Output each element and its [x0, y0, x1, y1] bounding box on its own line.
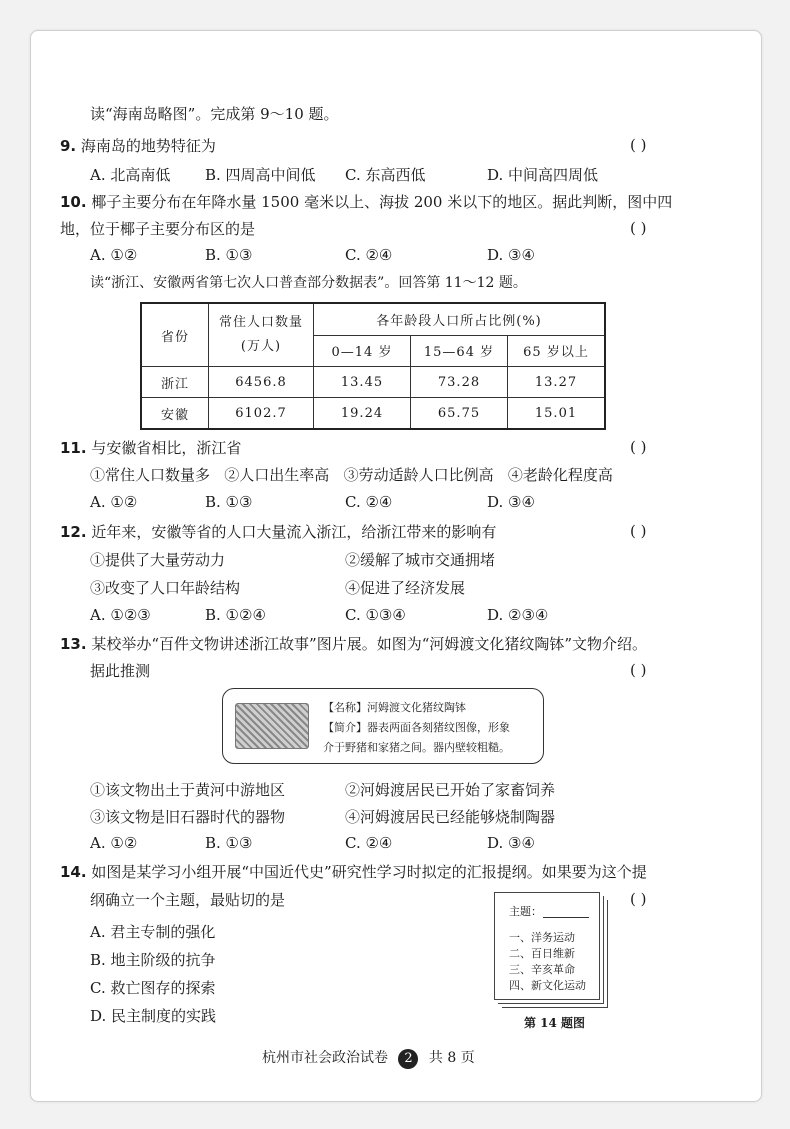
- option-b[interactable]: B. 四周高中间低: [205, 166, 316, 184]
- header-age-0-14: 0—14 岁: [314, 335, 411, 367]
- question-number: 13.: [60, 635, 87, 653]
- question-12: [60, 522, 496, 542]
- pottery-bowl-image: [235, 703, 309, 749]
- header-age-65-plus: 65 岁以上: [508, 335, 606, 367]
- statement-3: ③该文物是旧石器时代的器物: [90, 808, 286, 826]
- outline-item-4: 四、新文化运动: [509, 979, 586, 992]
- option-b[interactable]: B. ①②④: [205, 606, 266, 624]
- option-a[interactable]: A. ①②: [90, 493, 138, 511]
- question-stem: 近年来，安徽等省的人口大量流入浙江，给浙江带来的影响有: [91, 523, 497, 541]
- option-d[interactable]: D. ③④: [487, 834, 535, 852]
- answer-blank[interactable]: ( ): [630, 219, 647, 237]
- question-stem-cont: 地，位于椰子主要分布区的是: [60, 220, 256, 238]
- statement-2: ②河姆渡居民已开始了家畜饲养: [345, 781, 556, 799]
- question-11: [60, 438, 241, 458]
- question-stem: 某校举办“百件文物讲述浙江故事”图片展。如图为“河姆渡文化猪纹陶钵”文物介绍。: [91, 635, 648, 653]
- option-a[interactable]: A. 君主专制的强化: [90, 923, 216, 941]
- outline-title-underline: [543, 917, 589, 918]
- question-stem: 与安徽省相比，浙江省: [91, 439, 242, 457]
- report-outline-figure: [494, 892, 600, 1000]
- question-stem: 如图是某学习小组开展“中国近代史”研究性学习时拟定的汇报提纲。如果要为这个提: [91, 863, 647, 881]
- cell-province: 浙江: [141, 367, 209, 398]
- option-d[interactable]: D. 民主制度的实践: [90, 1007, 217, 1025]
- question-number: 9.: [60, 137, 77, 155]
- outline-item-3: 三、辛亥革命: [509, 963, 575, 976]
- cell-age-0-14: 19.24: [314, 398, 411, 430]
- option-a[interactable]: A. ①②③: [90, 606, 151, 624]
- header-age-15-64: 15—64 岁: [411, 335, 508, 367]
- cell-population: 6456.8: [209, 367, 314, 398]
- answer-blank[interactable]: ( ): [630, 661, 647, 679]
- option-d[interactable]: D. ②③④: [487, 606, 549, 624]
- question-9: [60, 136, 216, 156]
- cell-age-65-plus: 13.27: [508, 367, 606, 398]
- outline-title: 主题：: [509, 905, 542, 918]
- option-c[interactable]: C. ②④: [345, 493, 393, 511]
- option-c[interactable]: C. 救亡图存的探索: [90, 979, 216, 997]
- header-province: 省份: [141, 303, 209, 367]
- cell-population: 6102.7: [209, 398, 314, 430]
- page-footer: [262, 1047, 475, 1069]
- cell-age-0-14: 13.45: [314, 367, 411, 398]
- option-b[interactable]: B. 地主阶级的抗争: [90, 951, 216, 969]
- question-10: [60, 192, 672, 212]
- artifact-intro-cont: 介于野猪和家猪之间。器内壁较粗糙。: [323, 741, 510, 754]
- intro-9-10: 读“海南岛略图”。完成第 9～10 题。: [90, 105, 339, 123]
- question-13: [60, 634, 647, 654]
- table-row: [141, 367, 605, 398]
- statement-2: ②缓解了城市交通拥堵: [345, 551, 496, 569]
- answer-blank[interactable]: ( ): [630, 438, 647, 456]
- intro-11-12: 读“浙江、安徽两省第七次人口普查部分数据表”。回答第 11～12 题。: [90, 275, 527, 291]
- option-b[interactable]: B. ①③: [205, 246, 253, 264]
- footer-total-pages: 共 8 页: [428, 1050, 475, 1066]
- question-stem: 椰子主要分布在年降水量 1500 毫米以上、海拔 200 米以下的地区。据此判断，图中四: [91, 193, 673, 211]
- statement-4: ④促进了经济发展: [345, 579, 466, 597]
- statement-list: ①常住人口数量多 ②人口出生率高 ③劳动适龄人口比例高 ④老龄化程度高: [90, 466, 613, 484]
- answer-blank[interactable]: ( ): [630, 136, 647, 154]
- question-number: 12.: [60, 523, 87, 541]
- option-c[interactable]: C. ②④: [345, 834, 393, 852]
- statement-4: ④河姆渡居民已经能够烧制陶器: [345, 808, 556, 826]
- answer-blank[interactable]: ( ): [630, 890, 647, 908]
- question-stem-cont: 纲确立一个主题，最贴切的是: [90, 891, 286, 909]
- question-14: [60, 862, 647, 882]
- option-d[interactable]: D. ③④: [487, 493, 535, 511]
- page-number-badge: 2: [398, 1049, 418, 1069]
- artifact-name: 【名称】河姆渡文化猪纹陶钵: [323, 701, 466, 714]
- table-row: [141, 398, 605, 430]
- cell-age-15-64: 65.75: [411, 398, 508, 430]
- figure-caption: 第 14 题图: [524, 1016, 586, 1030]
- artifact-intro: 【简介】器表两面各刻猪纹图像，形象: [323, 721, 510, 734]
- outline-item-2: 二、百日维新: [509, 947, 575, 960]
- answer-blank[interactable]: ( ): [630, 522, 647, 540]
- statement-3: ③改变了人口年龄结构: [90, 579, 241, 597]
- question-stem: 海南岛的地势特征为: [80, 137, 216, 155]
- statement-1: ①提供了大量劳动力: [90, 551, 226, 569]
- cell-province: 安徽: [141, 398, 209, 430]
- census-table: [140, 302, 606, 430]
- option-a[interactable]: A. ①②: [90, 246, 138, 264]
- question-number: 11.: [60, 439, 87, 457]
- question-number: 14.: [60, 863, 87, 881]
- cell-age-15-64: 73.28: [411, 367, 508, 398]
- header-population-unit: (万人): [240, 339, 282, 354]
- option-a[interactable]: A. ①②: [90, 834, 138, 852]
- option-d[interactable]: D. 中间高四周低: [487, 166, 599, 184]
- option-c[interactable]: C. 东高西低: [345, 166, 426, 184]
- option-b[interactable]: B. ①③: [205, 834, 253, 852]
- cell-age-65-plus: 15.01: [508, 398, 606, 430]
- footer-title: 杭州市社会政治试卷: [262, 1050, 388, 1066]
- option-b[interactable]: B. ①③: [205, 493, 253, 511]
- statement-1: ①该文物出土于黄河中游地区: [90, 781, 286, 799]
- option-c[interactable]: C. ②④: [345, 246, 393, 264]
- header-population-label: 常住人口数量: [218, 315, 303, 330]
- question-stem-cont: 据此推测: [90, 662, 151, 680]
- option-a[interactable]: A. 北高南低: [90, 166, 171, 184]
- option-d[interactable]: D. ③④: [487, 246, 535, 264]
- outline-item-1: 一、洋务运动: [509, 931, 575, 944]
- artifact-card: [222, 688, 544, 764]
- question-number: 10.: [60, 193, 87, 211]
- header-population: [209, 303, 314, 367]
- option-c[interactable]: C. ①③④: [345, 606, 406, 624]
- header-age-groups: 各年龄段人口所占比例(%): [314, 303, 606, 335]
